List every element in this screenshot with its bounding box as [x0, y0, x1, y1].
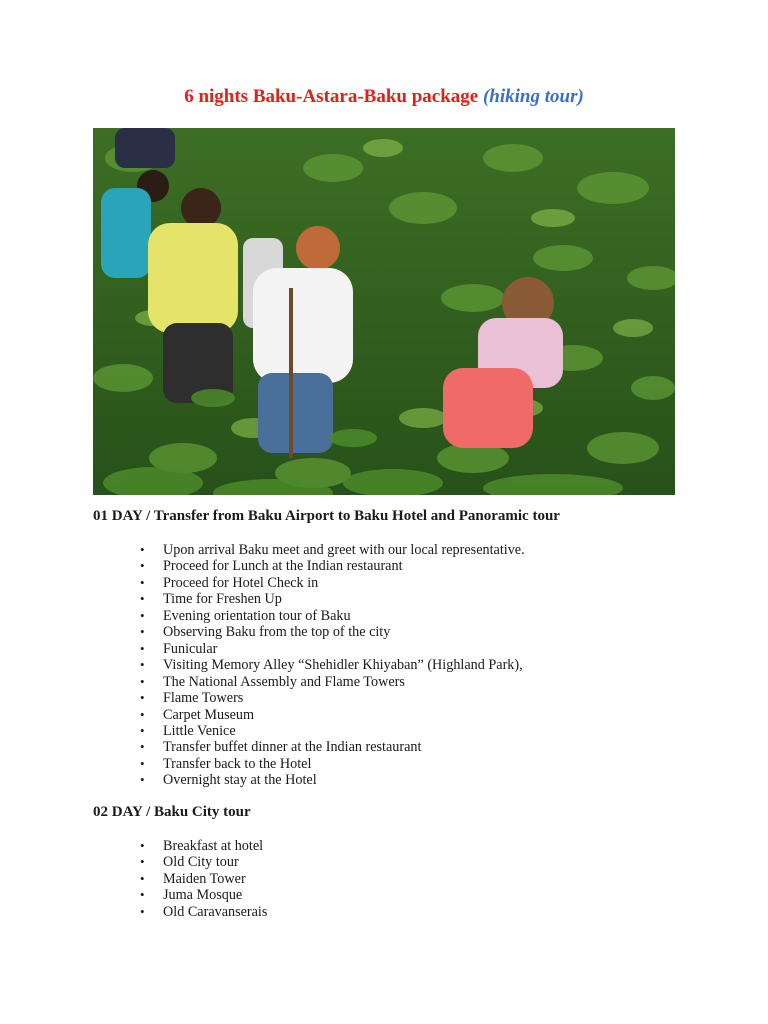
title-subtitle: (hiking tour)	[482, 86, 584, 107]
list-item: • Visiting Memory Alley “Shehidler Khiyaban” (Highland Park),	[136, 657, 525, 673]
list-item: • Carpet Museum	[136, 707, 525, 723]
list-item: • Observing Baku from the top of the city	[136, 624, 525, 640]
hiking-photo-illustration	[93, 128, 675, 495]
page-title	[0, 86, 768, 108]
list-item: • Flame Towers	[136, 690, 525, 706]
list-item: • Transfer back to the Hotel	[136, 756, 525, 772]
list-item: • Old City tour	[136, 854, 267, 870]
list-item: • The National Assembly and Flame Towers	[136, 674, 525, 690]
day-1-list	[136, 542, 525, 789]
list-item: • Maiden Tower	[136, 871, 267, 887]
list-item: • Juma Mosque	[136, 887, 267, 903]
title-main: 6 nights Baku-Astara-Baku package	[184, 86, 479, 107]
day-2-heading: 02 DAY / Baku City tour	[93, 804, 251, 820]
list-item: • Old Caravanserais	[136, 904, 267, 920]
list-item: • Breakfast at hotel	[136, 838, 267, 854]
list-item: • Proceed for Lunch at the Indian restaurant	[136, 558, 525, 574]
hiking-photo	[93, 128, 675, 495]
list-item: • Little Venice	[136, 723, 525, 739]
day-2-list	[136, 838, 267, 920]
list-item: • Funicular	[136, 641, 525, 657]
day-1-heading: 01 DAY / Transfer from Baku Airport to Baku Hotel and Panoramic tour	[93, 508, 560, 524]
list-item: • Overnight stay at the Hotel	[136, 772, 525, 788]
list-item: • Proceed for Hotel Check in	[136, 575, 525, 591]
list-item: • Evening orientation tour of Baku	[136, 608, 525, 624]
list-item: • Transfer buffet dinner at the Indian restaurant	[136, 739, 525, 755]
list-item: • Upon arrival Baku meet and greet with our local representative.	[136, 542, 525, 558]
list-item: • Time for Freshen Up	[136, 591, 525, 607]
